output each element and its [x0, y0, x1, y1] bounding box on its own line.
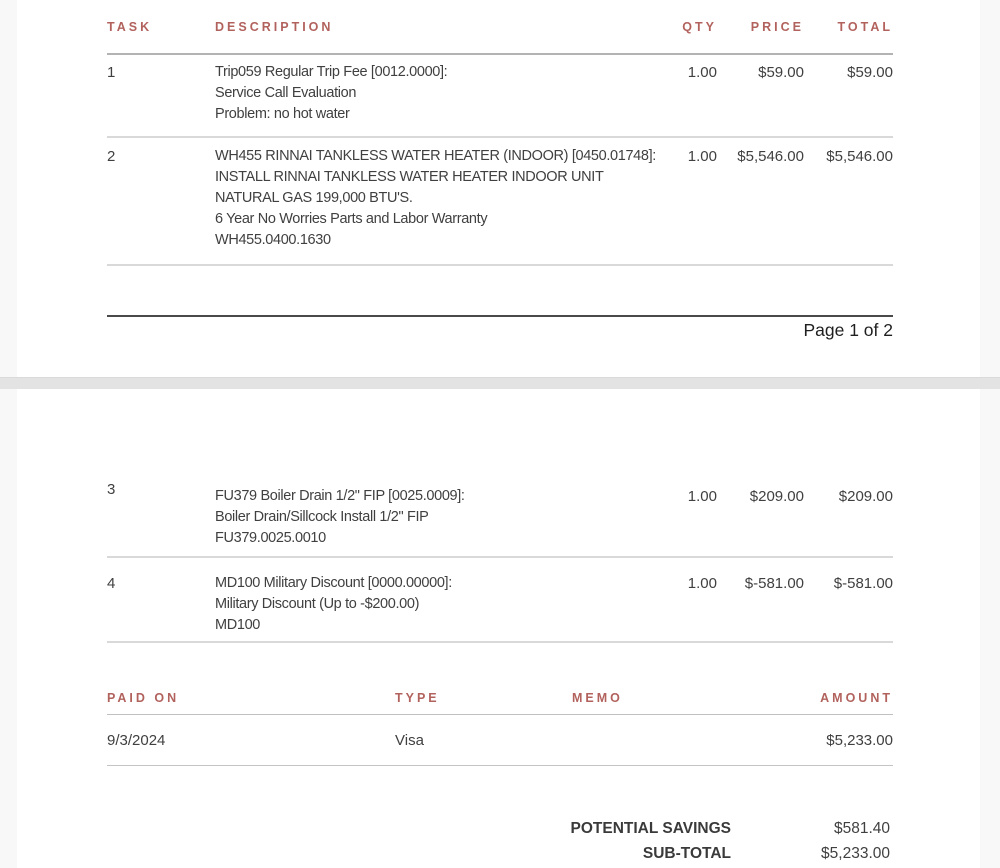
description-line: Trip059 Regular Trip Fee [0012.0000]:: [215, 64, 448, 80]
item-row-3: [107, 389, 893, 558]
item-3-qty: 1.00: [687, 488, 717, 505]
payments-header-paid-on: PAID ON: [107, 691, 180, 705]
payment-paid-on: 9/3/2024: [107, 732, 166, 749]
description-line: Problem: no hot water: [215, 106, 350, 122]
sub-total-label: SUB-TOTAL: [642, 845, 731, 862]
item-3-total: $209.00: [838, 488, 893, 505]
items-header-qty: QTY: [682, 20, 717, 34]
description-line: FU379.0025.0010: [215, 530, 326, 546]
description-line: WH455.0400.1630: [215, 232, 331, 248]
item-4-total: $-581.00: [833, 575, 893, 592]
description-line: Boiler Drain/Sillcock Install 1/2" FIP: [215, 509, 429, 525]
page-2-content: [107, 389, 893, 866]
items-header-price: PRICE: [750, 20, 804, 34]
items-header-description: DESCRIPTION: [215, 20, 334, 34]
payment-amount: $5,233.00: [826, 732, 893, 749]
description-line: INSTALL RINNAI TANKLESS WATER HEATER INDOOR UNIT: [215, 169, 604, 185]
item-2-task-number: 2: [107, 148, 116, 165]
potential-savings-row: [107, 816, 893, 841]
page-footer-divider: [107, 315, 893, 317]
item-1-total: $59.00: [847, 64, 893, 81]
payments-header-amount: AMOUNT: [820, 691, 893, 705]
item-4-description: [215, 573, 645, 636]
item-4-task-number: 4: [107, 575, 116, 592]
description-line: FU379 Boiler Drain 1/2" FIP [0025.0009]:: [215, 488, 465, 504]
payments-header-type: TYPE: [395, 691, 440, 705]
page-indicator: Page 1 of 2: [803, 320, 893, 340]
item-row-1: [107, 55, 893, 138]
description-line: WH455 RINNAI TANKLESS WATER HEATER (INDOOR) [0450.01748]:: [215, 148, 656, 164]
item-row-2: [107, 138, 893, 266]
items-header-task: TASK: [107, 20, 153, 34]
invoice-page-2: [17, 389, 980, 868]
item-row-4: [107, 558, 893, 643]
page-1-content: [107, 0, 893, 341]
item-3-price: $209.00: [749, 488, 804, 505]
description-line: Military Discount (Up to -$200.00): [215, 596, 420, 612]
invoice-page-1: [17, 0, 980, 377]
item-2-price: $5,546.00: [737, 148, 804, 165]
item-1-qty: 1.00: [687, 64, 717, 81]
description-line: MD100: [215, 617, 260, 633]
description-line: NATURAL GAS 199,000 BTU'S.: [215, 190, 413, 206]
item-4-price: $-581.00: [744, 575, 804, 592]
item-4-qty: 1.00: [687, 575, 717, 592]
items-header-total: TOTAL: [837, 20, 893, 34]
potential-savings-value: $581.40: [833, 820, 890, 837]
description-line: MD100 Military Discount [0000.00000]:: [215, 575, 452, 591]
totals-section: [107, 816, 893, 866]
item-1-description: [215, 62, 645, 125]
item-2-qty: 1.00: [687, 148, 717, 165]
page-break-gap: [0, 377, 1000, 389]
description-line: 6 Year No Worries Parts and Labor Warranty: [215, 211, 488, 227]
potential-savings-label: POTENTIAL SAVINGS: [570, 820, 731, 837]
description-line: Service Call Evaluation: [215, 85, 357, 101]
payment-type: Visa: [395, 732, 424, 749]
item-2-description: [215, 146, 656, 251]
item-3-description: [215, 486, 645, 549]
item-2-total: $5,546.00: [826, 148, 893, 165]
sub-total-row: [107, 841, 893, 866]
sub-total-value: $5,233.00: [821, 845, 890, 862]
items-table-header-row: [107, 0, 893, 55]
item-1-task-number: 1: [107, 64, 116, 81]
payments-header-memo: MEMO: [572, 691, 623, 705]
payments-table-header-row: [107, 643, 893, 715]
item-3-task-number: 3: [107, 481, 116, 498]
payment-row: [107, 715, 893, 766]
payment-memo: [572, 732, 802, 749]
item-1-price: $59.00: [758, 64, 804, 81]
